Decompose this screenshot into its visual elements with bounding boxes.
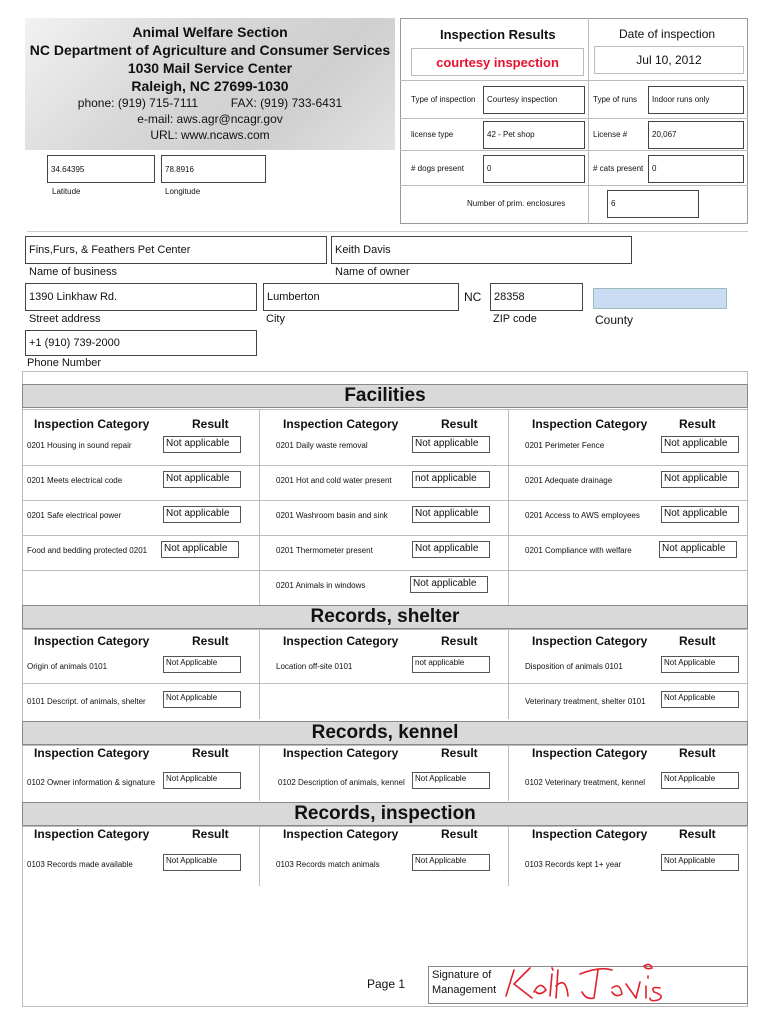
category-name: Origin of animals 0101 [27,662,108,671]
latitude-field[interactable]: 34.64395 [47,155,155,183]
city-field[interactable]: Lumberton [263,283,459,311]
license-type-field[interactable]: 42 - Pet shop [483,121,585,149]
result-field[interactable]: Not applicable [163,506,241,523]
longitude-field[interactable]: 78.8916 [161,155,266,183]
results-divider [400,150,748,151]
category-header: Inspection Category [532,746,648,760]
latitude-label: Latitude [52,187,81,196]
category-name: 0102 Owner information & signature [27,778,156,787]
col-line [508,826,509,886]
result-field[interactable]: Not Applicable [661,691,739,708]
category-name: 0201 Thermometer present [276,546,373,555]
category-name: 0201 Perimeter Fence [525,441,605,450]
results-divider [400,118,748,119]
result-field[interactable]: Not applicable [412,541,490,558]
row-line [22,629,748,630]
result-field[interactable]: Not Applicable [163,854,241,871]
license-number-label: License # [593,130,628,139]
results-divider [400,80,748,81]
category-header: Inspection Category [34,827,150,841]
category-name: Disposition of animals 0101 [525,662,623,671]
category-name: 0201 Adequate drainage [525,476,613,485]
results-divider [400,185,748,186]
result-field[interactable]: Not applicable [412,506,490,523]
category-name: Food and bedding protected 0201 [27,546,148,555]
category-header: Inspection Category [283,634,399,648]
category-name: 0102 Description of animals, kennel [278,778,405,787]
zip-code-label: ZIP code [493,313,537,325]
col-line [508,745,509,801]
city-address: Raleigh, NC 27699-1030 [131,78,289,94]
result-header: Result [679,634,716,648]
result-field[interactable]: Not Applicable [661,854,739,871]
category-name: 0103 Records kept 1+ year [525,860,622,869]
result-field[interactable]: Not Applicable [163,656,241,673]
records-inspection-section-title: Records, inspection [22,802,748,826]
city-label: City [266,313,285,325]
result-field[interactable]: Not Applicable [412,854,490,871]
result-field[interactable]: Not Applicable [163,691,241,708]
category-name: 0201 Access to AWS employees [525,511,640,520]
type-of-runs-label: Type of runs [593,95,638,104]
business-name-field[interactable]: Fins,Furs, & Feathers Pet Center [25,236,327,264]
section-name: Animal Welfare Section [132,24,288,40]
result-header: Result [679,746,716,760]
department-name: NC Department of Agriculture and Consumer Services [29,42,391,58]
county-label: County [595,313,634,327]
signature-label-line2: Management [432,984,497,996]
phone-number-label: Phone Number [27,357,101,369]
category-name: Location off-site 0101 [276,662,353,671]
result-field[interactable]: Not Applicable [412,772,490,789]
result-header: Result [441,827,478,841]
col-line [259,629,260,719]
category-header: Inspection Category [283,417,399,431]
phone-number-field[interactable]: +1 (910) 739-2000 [25,330,257,356]
street-address-field[interactable]: 1390 Linkhaw Rd. [25,283,257,311]
row-line [22,683,748,684]
row-line [22,465,748,466]
result-field[interactable]: Not applicable [163,436,241,453]
category-header: Inspection Category [532,634,648,648]
result-field[interactable]: Not Applicable [661,772,739,789]
row-line [22,535,748,536]
cats-present-field[interactable]: 0 [648,155,744,183]
result-field[interactable]: Not applicable [661,436,739,453]
category-name: 0201 Compliance with welfare [525,546,632,555]
agency-phone: phone: (919) 715-7111 [77,96,199,110]
category-name: 0103 Records match animals [276,860,380,869]
result-field[interactable]: Not applicable [412,436,490,453]
agency-fax: FAX: (919) 733-6431 [230,96,343,110]
business-name-label: Name of business [29,266,118,278]
agency-header [25,18,395,150]
type-of-inspection-label: Type of inspection [411,95,476,104]
category-header: Inspection Category [283,746,399,760]
row-line [22,570,748,571]
license-type-label: license type [411,130,454,139]
dogs-present-label: # dogs present [411,164,464,173]
page-number: Page 1 [367,977,406,991]
result-header: Result [192,634,229,648]
records-kennel-section-title: Records, kennel [22,721,748,745]
result-header: Result [679,417,716,431]
category-name: 0201 Hot and cold water present [276,476,392,485]
facilities-section-title: Facilities [22,384,748,408]
results-divider [588,18,589,224]
result-field[interactable]: not applicable [412,656,490,673]
row-line [22,409,748,410]
contact-phone-fax [25,95,395,111]
category-name: 0103 Records made available [27,860,133,869]
agency-email: e-mail: aws.agr@ncagr.gov [137,112,283,126]
category-name: 0201 Meets electrical code [27,476,123,485]
agency-url: URL: www.ncaws.com [150,128,270,142]
col-line [259,745,260,801]
result-header: Result [192,417,229,431]
category-name: 0201 Safe electrical power [27,511,122,520]
result-field[interactable]: Not applicable [163,471,241,488]
category-name: 0201 Animals in windows [276,581,366,590]
enclosures-field[interactable]: 6 [607,190,699,218]
records-shelter-section-title: Records, shelter [22,605,748,629]
signature-label-line1: Signature of [432,969,492,981]
category-name: 0102 Veterinary treatment, kennel [525,778,646,787]
inspection-status: courtesy inspection [411,48,584,76]
result-field[interactable]: Not applicable [661,471,739,488]
inspection-results-title: Inspection Results [440,27,556,42]
result-header: Result [441,746,478,760]
result-field[interactable]: Not applicable [661,506,739,523]
mail-address: 1030 Mail Service Center [127,60,293,76]
category-name: 0201 Daily waste removal [276,441,368,450]
result-header: Result [441,417,478,431]
category-header: Inspection Category [34,417,150,431]
result-header: Result [192,746,229,760]
type-of-inspection-field[interactable]: Courtesy inspection [483,86,585,114]
enclosures-label: Number of prim. enclosures [467,199,566,208]
street-address-label: Street address [29,313,101,325]
county-field[interactable] [593,288,727,309]
dogs-present-field[interactable]: 0 [483,155,585,183]
date-of-inspection-field[interactable]: Jul 10, 2012 [594,46,744,74]
result-field[interactable]: Not applicable [659,541,737,558]
col-line [259,409,260,605]
category-header: Inspection Category [34,634,150,648]
inspection-table-frame [22,371,748,1007]
category-header: Inspection Category [34,746,150,760]
result-header: Result [192,827,229,841]
category-header: Inspection Category [283,827,399,841]
result-header: Result [441,634,478,648]
longitude-label: Longitude [165,187,201,196]
col-line [508,629,509,719]
col-line [259,826,260,886]
divider [27,231,748,232]
owner-name-field[interactable]: Keith Davis [331,236,632,264]
row-line [22,500,748,501]
category-name: 0201 Washroom basin and sink [276,511,388,520]
state-value: NC [464,290,482,304]
category-name: Veterinary treatment, shelter 0101 [525,697,646,706]
license-number-field[interactable]: 20,067 [648,121,744,149]
result-header: Result [679,827,716,841]
category-name: 0101 Descript. of animals, shelter [27,697,146,706]
management-signature[interactable] [500,962,740,1006]
cats-present-label: # cats present [593,164,644,173]
result-field[interactable]: Not applicable [410,576,488,593]
result-field[interactable]: Not applicable [161,541,239,558]
zip-code-field[interactable]: 28358 [490,283,583,311]
date-of-inspection-label: Date of inspection [619,27,716,41]
owner-name-label: Name of owner [335,266,410,278]
result-field[interactable]: Not Applicable [661,656,739,673]
category-name: 0201 Housing in sound repair [27,441,132,450]
type-of-runs-field[interactable]: Indoor runs only [648,86,744,114]
col-line [508,409,509,605]
result-field[interactable]: not applicable [412,471,490,488]
signature-scribble [500,962,740,1006]
category-header: Inspection Category [532,417,648,431]
category-header: Inspection Category [532,827,648,841]
result-field[interactable]: Not Applicable [163,772,241,789]
